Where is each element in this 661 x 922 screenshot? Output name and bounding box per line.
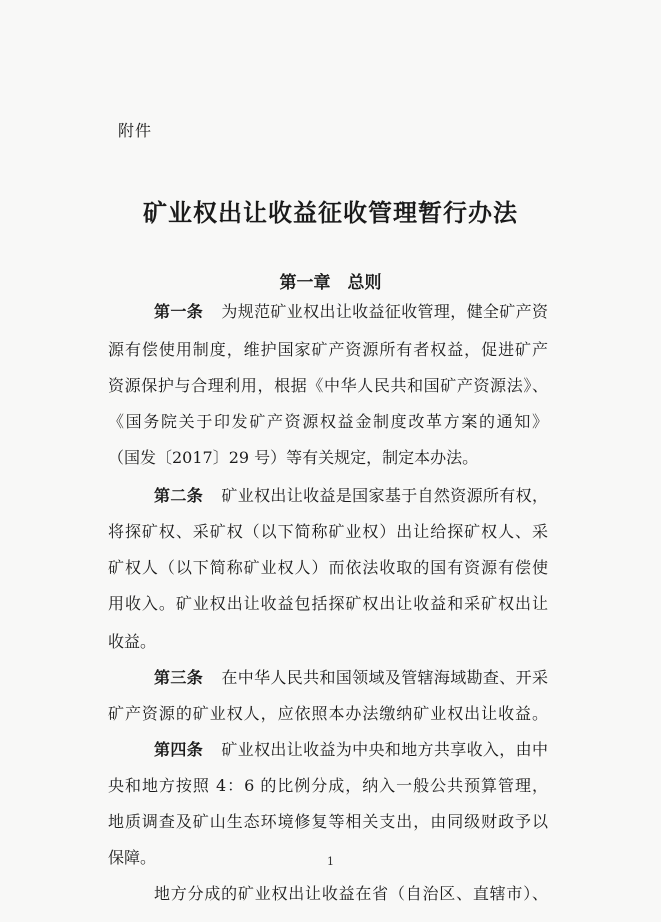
line-text: 用收入。矿业权出让收益包括探矿权出让收益和采矿权出让 [108, 594, 548, 613]
line-text: 收益。 [108, 632, 157, 651]
paragraph-line [108, 558, 548, 578]
article-number: 第三条 [154, 668, 204, 687]
paragraph-line [108, 632, 548, 652]
page-number: 1 [327, 855, 334, 868]
line-text: 地方分成的矿业权出让收益在省（自治区、直辖市）、 [154, 884, 548, 903]
document-title: 矿业权出让收益征收管理暂行办法 [143, 198, 518, 227]
paragraph-line [154, 668, 548, 688]
paragraph-line [108, 776, 548, 796]
line-text: 矿权人（以下简称矿业权人）而依法收取的国有资源有偿使 [108, 558, 548, 577]
line-text: 在中华人民共和国领域及管辖海域勘查、开采 [221, 668, 548, 687]
line-text: 保障。 [108, 848, 157, 867]
chapter-heading: 第一章 总则 [279, 273, 382, 293]
paragraph-line [108, 376, 548, 396]
line-text: 央和地方按照 4：6 的比例分成，纳入一般公共预算管理， [108, 776, 548, 795]
paragraph-line [108, 704, 548, 724]
paragraph-line [108, 448, 548, 468]
line-text: 矿业权出让收益为中央和地方共享收入，由中 [221, 740, 548, 759]
line-text: 矿产资源的矿业权人，应依照本办法缴纳矿业权出让收益。 [108, 704, 548, 723]
article-number: 第二条 [154, 486, 204, 505]
article-number: 第一条 [154, 302, 204, 321]
line-text: 将探矿权、采矿权（以下简称矿业权）出让给探矿权人、采 [108, 522, 548, 541]
article-number: 第四条 [154, 740, 204, 759]
paragraph-line [108, 412, 548, 432]
paragraph-line [154, 486, 548, 506]
line-text: 源有偿使用制度，维护国家矿产资源所有者权益，促进矿产 [108, 340, 548, 359]
attachment-label: 附件 [118, 121, 153, 140]
paragraph-line [108, 340, 548, 360]
line-text: 地质调查及矿山生态环境修复等相关支出，由同级财政予以 [108, 812, 548, 831]
paragraph-line [108, 812, 548, 832]
line-text: 资源保护与合理利用，根据《中华人民共和国矿产资源法》、 [108, 376, 548, 395]
line-text: 为规范矿业权出让收益征收管理，健全矿产资 [221, 302, 548, 321]
paragraph-line [108, 522, 548, 542]
line-text: 矿业权出让收益是国家基于自然资源所有权， [221, 486, 548, 505]
paragraph-line [154, 740, 548, 760]
line-text: 《国务院关于印发矿产资源权益金制度改革方案的通知》 [108, 412, 548, 431]
line-text: （国发〔2017〕29 号）等有关规定，制定本办法。 [108, 448, 479, 467]
paragraph-line [108, 594, 548, 614]
paragraph-line [154, 884, 548, 904]
paragraph-line [154, 302, 548, 322]
